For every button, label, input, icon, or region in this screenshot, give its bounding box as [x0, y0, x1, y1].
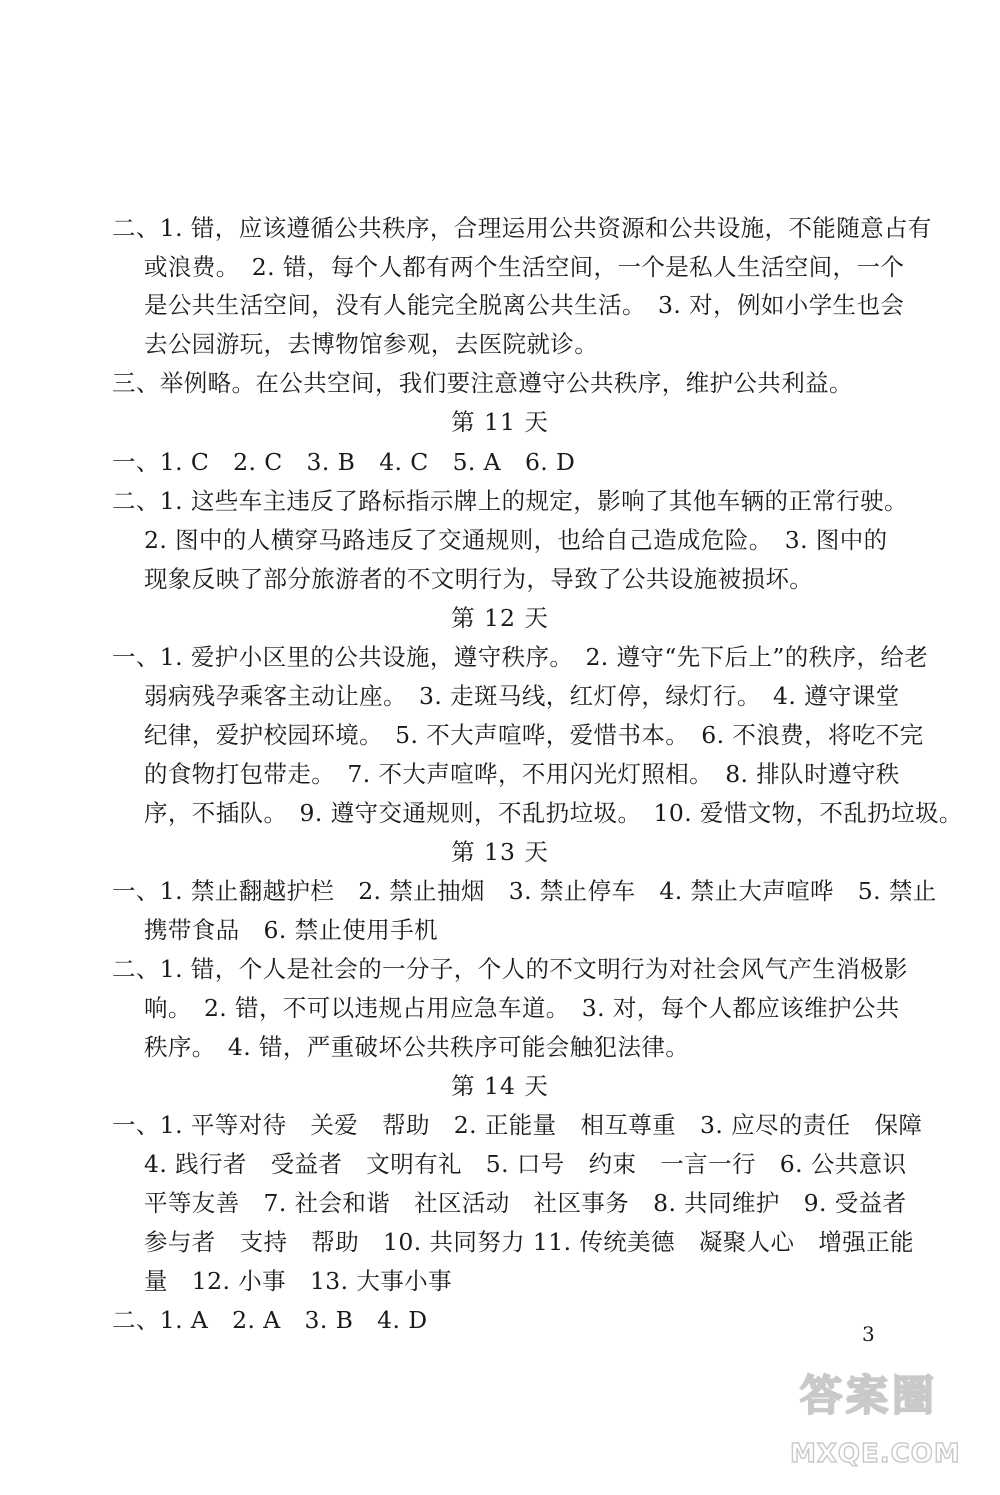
watermark-text: 答案圈	[800, 1371, 939, 1420]
section-heading: 第 11 天	[451, 408, 549, 436]
section-heading: 第 12 天	[451, 604, 549, 632]
answer-line: 纪律，爱护校园环境。 5. 不大声喧哗，爱惜书本。 6. 不浪费，将吃不完	[144, 721, 924, 749]
answer-line: 一、1. 平等对待 关爱 帮助 2. 正能量 相互尊重 3. 应尽的责任 保障	[112, 1111, 923, 1139]
answer-line: 去公园游玩，去博物馆参观，去医院就诊。	[144, 330, 599, 358]
answer-line: 4. 践行者 受益者 文明有礼 5. 口号 约束 一言一行 6. 公共意识	[144, 1150, 907, 1178]
answer-line: 现象反映了部分旅游者的不文明行为，导致了公共设施被损坏。	[144, 565, 814, 593]
answer-line: 是公共生活空间，没有人能完全脱离公共生活。 3. 对，例如小学生也会	[144, 291, 905, 319]
section-heading: 第 13 天	[451, 838, 549, 866]
answer-line: 二、1. 错，个人是社会的一分子，个人的不文明行为对社会风气产生消极影	[112, 955, 908, 983]
answer-line: 二、1. A 2. A 3. B 4. D	[112, 1306, 428, 1334]
watermark-url: MXQE.COM	[790, 1439, 961, 1469]
section-heading: 第 14 天	[451, 1072, 549, 1100]
answer-line: 2. 图中的人横穿马路违反了交通规则，也给自己造成危险。 3. 图中的	[144, 526, 888, 554]
answer-line: 秩序。 4. 错，严重破坏公共秩序可能会触犯法律。	[144, 1033, 690, 1061]
answer-line: 一、1. C 2. C 3. B 4. C 5. A 6. D	[112, 448, 576, 476]
page-number: 3	[862, 1322, 875, 1346]
answer-line: 量 12. 小事 13. 大事小事	[144, 1267, 452, 1295]
answer-line: 二、1. 错，应该遵循公共秩序，合理运用公共资源和公共设施，不能随意占有	[112, 214, 932, 242]
answer-line: 二、1. 这些车主违反了路标指示牌上的规定，影响了其他车辆的正常行驶。	[112, 487, 908, 515]
answer-line: 的食物打包带走。 7. 不大声喧哗，不用闪光灯照相。 8. 排队时遵守秩	[144, 760, 900, 788]
answer-line: 三、举例略。在公共空间，我们要注意遵守公共秩序，维护公共利益。	[112, 369, 853, 397]
answer-line: 一、1. 禁止翻越护栏 2. 禁止抽烟 3. 禁止停车 4. 禁止大声喧哗 5. 禁止	[112, 877, 937, 905]
answer-line: 响。 2. 错，不可以违规占用应急车道。 3. 对，每个人都应该维护公共	[144, 994, 900, 1022]
answer-line: 弱病残孕乘客主动让座。 3. 走斑马线，红灯停，绿灯行。 4. 遵守课堂	[144, 682, 900, 710]
answer-line: 平等友善 7. 社会和谐 社区活动 社区事务 8. 共同维护 9. 受益者	[144, 1189, 907, 1217]
answer-line: 携带食品 6. 禁止使用手机	[144, 916, 438, 944]
answer-line: 序，不插队。 9. 遵守交通规则，不乱扔垃圾。 10. 爱惜文物，不乱扔垃圾。	[144, 799, 963, 827]
answer-line: 一、1. 爱护小区里的公共设施，遵守秩序。 2. 遵守“先下后上”的秩序，给老	[112, 643, 929, 671]
watermark-logo	[770, 1363, 970, 1483]
answer-line: 参与者 支持 帮助 10. 共同努力 11. 传统美德 凝聚人心 增强正能	[144, 1228, 914, 1256]
answer-line: 或浪费。 2. 错，每个人都有两个生活空间，一个是私人生活空间，一个	[144, 253, 905, 281]
